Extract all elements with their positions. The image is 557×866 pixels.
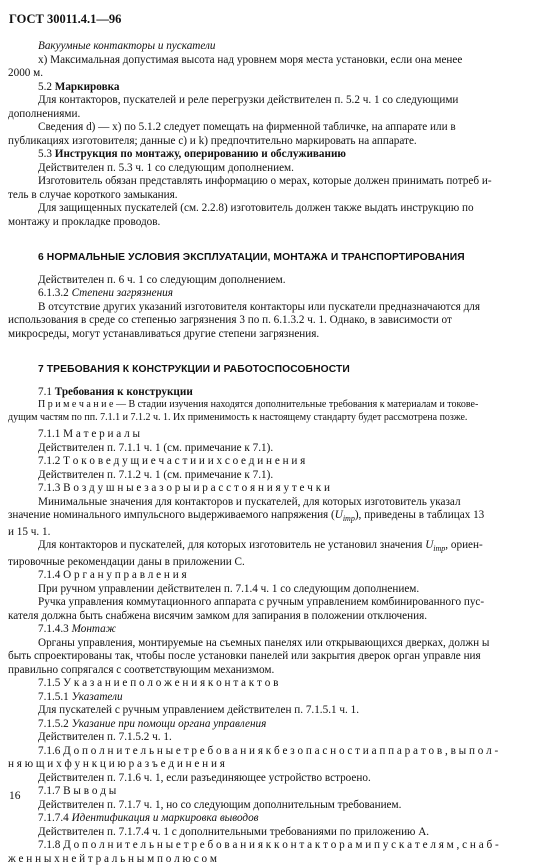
section-7-1-8: 7.1.8 Д о п о л н и т е л ь н ы е т р е б о в а н и я к к о н т а к т о р а м и п у с к а т е л я м , с н а б - <box>38 839 499 852</box>
section-7-1: 7.1 Требования к конструкции <box>38 385 193 398</box>
text-line: В отсутствие других указаний изготовителя контакторы или пускатели предназначаются для <box>38 300 481 313</box>
section-7-1-7-4: 7.1.7.4 Идентификация и маркировка выводов <box>38 812 259 825</box>
section-7-1-6-continued: н я ю щ и х ф у н к ц и ю р а з ъ е д и н е н и я <box>8 758 225 771</box>
text-line: тель в случае короткого замыкания. <box>8 188 178 201</box>
note: П р и м е ч а н и е — В стадии изучения находятся дополнительные требования к материалам и токове- <box>38 399 479 410</box>
section-6-1-3-2: 6.1.3.2 Степени загрязнения <box>38 287 173 299</box>
text-line: Для контакторов и пускателей, для которых изготовитель не установил значения $U_{imp}$, ориен- <box>38 539 483 554</box>
section-7-1-4: 7.1.4 О р г а н у п р а в л е н и я <box>38 569 187 582</box>
section-7-heading: 7 ТРЕБОВАНИЯ К КОНСТРУКЦИИ И РАБОТОСПОСОБНОСТИ <box>38 364 350 375</box>
text-line: Действителен п. 5.3 ч. 1 со следующим дополнением. <box>38 161 294 174</box>
section-7-1-2: 7.1.2 Т о к о в е д у щ и е ч а с т и и и х с о е д и н е н и я <box>38 455 306 467</box>
section-6-heading: 6 НОРМАЛЬНЫЕ УСЛОВИЯ ЭКСПЛУАТАЦИИ, МОНТАЖА И ТРАНСПОРТИРОВАНИЯ <box>38 252 465 263</box>
text-line: Сведения d) — х) по 5.1.2 следует помещать на фирменной табличке, на аппарате или в <box>38 121 456 133</box>
text-line: Изготовитель обязан представлять информацию о мерах, которые должен принимать потреб и- <box>38 175 492 187</box>
section-7-1-5-1: 7.1.5.1 Указатели <box>38 690 123 703</box>
text-line: Минимальные значения для контакторов и пускателей, для которых изготовитель указал <box>38 495 461 508</box>
section-7-1-5: 7.1.5 У к а з а н и е п о л о ж е н и я к о н т а к т о в <box>38 677 279 690</box>
section-7-1-3: 7.1.3 В о з д у ш н ы е з а з о р ы и р а с с т о я н и я у т е ч к и <box>38 482 330 494</box>
text-line: правильно сопрягался с соответствующим механизмом. <box>8 663 275 676</box>
text-line: Действителен п. 7.1.1 ч. 1 (см. примечание к 7.1). <box>38 441 274 454</box>
text-line: Действителен п. 7.1.6 ч. 1, если разъединяющее устройство встроено. <box>38 771 371 784</box>
text-line: кателя должна быть снабжена висячим замком для запирания в положении отключения. <box>8 609 428 622</box>
text-line: При ручном управлении действителен п. 7.1.4 ч. 1 со следующим дополнением. <box>38 582 420 595</box>
text-line: и 15 ч. 1. <box>8 525 51 538</box>
text-line: х) Максимальная допустимая высота над уровнем моря места установки, если она менее <box>38 53 463 66</box>
document-body <box>8 40 549 866</box>
text-line: быть спроектированы так, чтобы после установки панелей или закрытия дверок орган управле ния <box>8 650 481 663</box>
text-line: Действителен п. 6 ч. 1 со следующим дополнением. <box>38 273 286 286</box>
text-line: микросреды, могут устанавливаться другие степени загрязнения. <box>8 327 320 340</box>
subheading-vacuum: Вакуумные контакторы и пускатели <box>38 40 216 52</box>
note-continued: дущим частям по пп. 7.1.1 и 7.1.2 ч. 1. Их применимость к настоящему стандарту будет рассмотрена позже. <box>8 411 468 423</box>
text-line: Действителен п. 7.1.2 ч. 1 (см. примечание к 7.1). <box>38 468 274 481</box>
text-line: использования в среде со степенью загрязнения 3 по п. 6.1.3.2 ч. 1. Однако, в зависимости от <box>8 314 452 326</box>
text-line: Действителен п. 7.1.5.2 ч. 1. <box>38 731 172 744</box>
section-7-1-7: 7.1.7 В ы в о д ы <box>38 785 117 798</box>
page-number: 16 <box>9 790 21 802</box>
text-line: тировочные рекомендации даны в приложении С. <box>8 555 245 568</box>
text-line: Ручка управления коммутационного аппарата с ручным управлением комбинированного пус- <box>38 596 485 609</box>
text-line: Действителен п. 7.1.7 ч. 1, но со следующим дополнительным требованием. <box>38 798 402 811</box>
text-line: Для пускателей с ручным управлением действителен п. 7.1.5.1 ч. 1. <box>38 704 359 717</box>
section-7-1-1: 7.1.1 М а т е р и а л ы <box>38 428 140 440</box>
text-line: Для контакторов, пускателей и реле перегрузки действителен п. 5.2 ч. 1 со следующими <box>38 94 459 106</box>
text-line: публикациях изготовителя; данные с) и k) предпочтительно маркировать на аппарате. <box>8 134 417 147</box>
document-header: ГОСТ 30011.4.1—96 <box>9 12 122 26</box>
text-line: монтажу и прокладке проводов. <box>8 215 161 228</box>
text-line: Для защищенных пускателей (см. 2.2.8) изготовитель должен также выдать инструкцию по <box>38 202 474 214</box>
section-5-3: 5.3 Инструкция по монтажу, оперированию и обслуживанию <box>38 148 346 160</box>
text-line: Действителен п. 7.1.7.4 ч. 1 с дополнительными требованиями по приложению А. <box>38 825 430 838</box>
section-7-1-4-3: 7.1.4.3 Монтаж <box>38 623 117 636</box>
section-7-1-6: 7.1.6 Д о п о л н и т е л ь н ы е т р е б о в а н и я к б е з о п а с н о с т и а п п а р а т о в , в ы п о л - <box>38 744 499 757</box>
text-line: Органы управления, монтируемые на съемных панелях или открывающихся дверках, должн ы <box>38 636 490 649</box>
text-line: значение номинального импульсного выдерживаемого напряжения $(U_{imp})$, приведены в таблицах 13 <box>8 509 485 524</box>
section-5-2: 5.2 Маркировка <box>38 80 120 93</box>
text-line: дополнениями. <box>8 107 81 120</box>
section-7-1-5-2: 7.1.5.2 Указание при помощи органа управления <box>38 717 267 730</box>
text-line: 2000 м. <box>8 67 44 79</box>
section-7-1-8-continued: ж е н н ы х н е й т р а л ь н ы м п о л ю с о м <box>8 852 217 865</box>
